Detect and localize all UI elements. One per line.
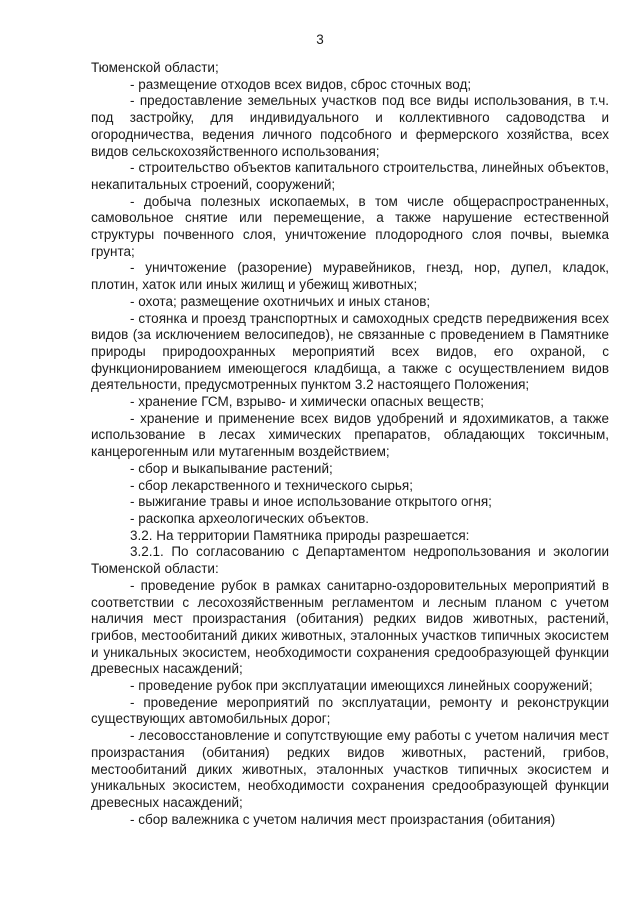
section-heading: 3.2. На территории Памятника природы разрешается: [130,527,470,543]
paragraph: - проведение рубок в рамках санитарно-оздоровительных мероприятий в соответствии с лесохозяйственным регламентом и лесным планом с учетом наличия мест произрастания (обитания) редких видов животных, растений, грибов, местообитаний диких животных, эталонных участков типичных экосистем и уникальных экосистем, необходимости сохранения средообразующей функции древесных насаждений; [91,577,609,677]
paragraph: - добыча полезных ископаемых, в том числе общераспространенных, самовольное снятие или перемещение, а также нарушение естественной структуры почвенного слоя, уничтожение плодородного слоя почвы, выемка грунта; [91,193,609,259]
paragraph: - охота; размещение охотничьих и иных станов; [130,293,431,309]
paragraph: - предоставление земельных участков под все виды использования, в т.ч. под застройку, для индивидуального и коллективного садоводства и огородничества, ведения личного подсобного и фермерского хозяйства, всех видов сельскохозяйственного использования; [91,93,609,159]
paragraph: - хранение и применение всех видов удобрений и ядохимикатов, а также использование в лесах химических препаратов, обладающих токсичным, канцерогенным или мутагенным воздействием; [91,410,609,460]
paragraph: - сбор лекарственного и технического сырья; [130,477,413,493]
paragraph: - проведение рубок при эксплуатации имеющихся линейных сооружений; [130,678,593,694]
paragraph: - лесовосстановление и сопутствующие ему работы с учетом наличия мест произрастания (обитания) редких видов животных, растений, грибов, местообитаний диких животных, эталонных участков типичных экосистем и уникальных экосистем, необходимости сохранения средообразующей функции древесных насаждений; [91,728,609,810]
paragraph: - сбор и выкапывание растений; [130,460,333,476]
paragraph: Тюменской области; [91,60,219,75]
paragraph: - размещение отходов всех видов, сброс сточных вод; [130,76,472,92]
paragraph: - хранение ГСМ, взрыво- и химически опасных веществ; [130,394,484,410]
subsection-heading: 3.2.1. По согласованию с Департаментом недропользования и экологии Тюменской области: [91,544,609,577]
paragraph: - проведение мероприятий по эксплуатации, ремонту и реконструкции существующих автомобильных дорог; [91,694,609,727]
document-body [91,60,609,828]
paragraph: - уничтожение (разорение) муравейников, гнезд, нор, дупел, кладок, плотин, хаток или иных жилищ и убежищ животных; [91,260,609,293]
paragraph: - выжигание травы и иное использование открытого огня; [130,494,492,510]
paragraph: - сбор валежника с учетом наличия мест произрастания (обитания) [130,811,556,827]
paragraph: - раскопка археологических объектов. [130,510,370,526]
paragraph: - стоянка и проезд транспортных и самоходных средств передвижения всех видов (за исключением велосипедов), не связанные с проведением в Памятнике природы природоохранных мероприятий всех видов, его охраной, с функционированием имеющегося кладбища, а также с осуществлением видов деятельности, предусмотренных пунктом 3.2 настоящего Положения; [91,310,609,393]
page-number: 3 [316,32,324,47]
paragraph: - строительство объектов капитального строительства, линейных объектов, некапитальных строений, сооружений; [91,160,609,192]
